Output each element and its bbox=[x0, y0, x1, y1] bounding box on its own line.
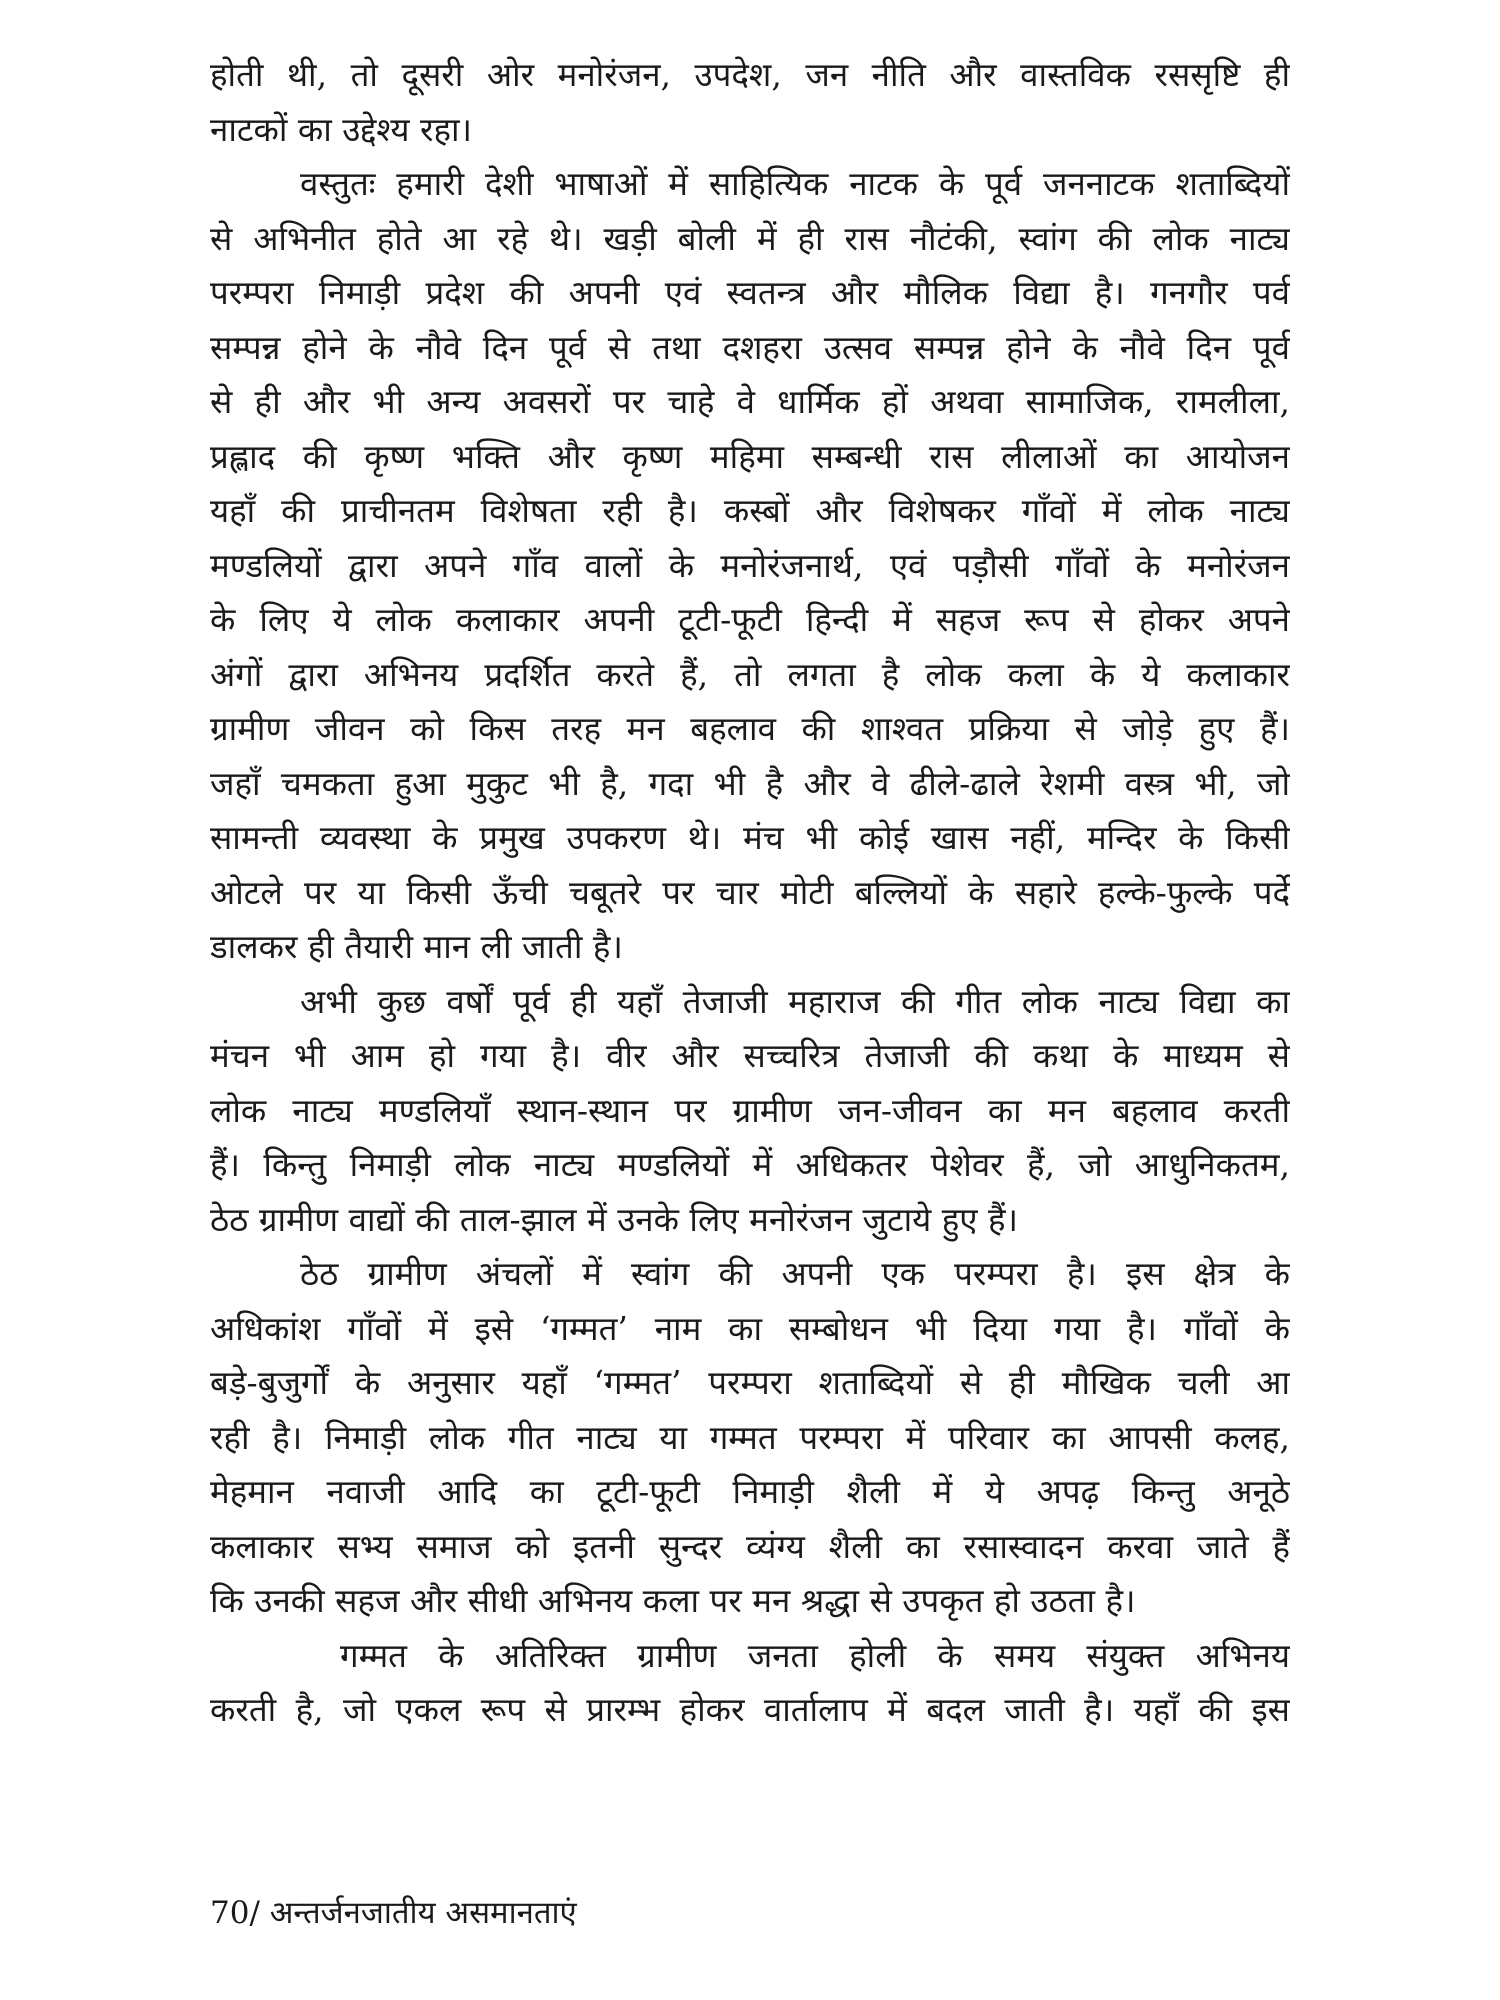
paragraph-start-line: ठेठ ग्रामीण अंचलों में स्वांग की अपनी एक परम्परा है। इस क्षेत्र के bbox=[300, 1254, 1290, 1293]
page-footer: 70/ अन्तर्जनजातीय असमानताएं bbox=[210, 1895, 577, 1931]
text-line: परम्परा निमाड़ी प्रदेश की अपनी एवं स्वतन्त्र और मौलिक विद्या है। गनगौर पर्व bbox=[210, 273, 1290, 312]
text-line: सामन्ती व्यवस्था के प्रमुख उपकरण थे। मंच भी कोई खास नहीं, मन्दिर के किसी bbox=[210, 818, 1290, 857]
text-line: मंचन भी आम हो गया है। वीर और सच्चरित्र तेजाजी की कथा के माध्यम से bbox=[210, 1036, 1290, 1075]
text-line: सम्पन्न होने के नौवे दिन पूर्व से तथा दशहरा उत्सव सम्पन्न होने के नौवे दिन पूर्व bbox=[210, 327, 1290, 367]
text-line: होती थी, तो दूसरी ओर मनोरंजन, उपदेश, जन नीति और वास्तविक रससृष्टि ही bbox=[210, 55, 1290, 94]
text-line: नाटकों का उद्देश्य रहा। bbox=[210, 109, 473, 149]
body-text bbox=[210, 48, 1290, 1738]
text-line: अंगों द्वारा अभिनय प्रदर्शित करते हैं, तो लगता है लोक कला के ये कलाकार bbox=[210, 654, 1290, 694]
text-line: अधिकांश गाँवों में इसे ‘गम्मत’ नाम का सम्बोधन भी दिया गया है। गाँवों के bbox=[210, 1308, 1290, 1348]
text-line: प्रह्लाद की कृष्ण भक्ति और कृष्ण महिमा सम्बन्धी रास लीलाओं का आयोजन bbox=[210, 436, 1290, 476]
text-line: मण्डलियों द्वारा अपने गाँव वालों के मनोरंजनार्थ, एवं पड़ौसी गाँवों के मनोरंजन bbox=[210, 545, 1290, 585]
text-line: लोक नाट्य मण्डलियाँ स्थान-स्थान पर ग्रामीण जन-जीवन का मन बहलाव करती bbox=[210, 1090, 1290, 1130]
paragraph-start-line: अभी कुछ वर्षों पूर्व ही यहाँ तेजाजी महाराज की गीत लोक नाट्य विद्या का bbox=[300, 981, 1290, 1021]
text-line: कलाकार सभ्य समाज को इतनी सुन्दर व्यंग्य शैली का रसास्वादन करवा जाते हैं bbox=[210, 1526, 1290, 1566]
text-line: यहाँ की प्राचीनतम विशेषता रही है। कस्बों और विशेषकर गाँवों में लोक नाट्य bbox=[210, 491, 1290, 530]
text-line: मेहमान नवाजी आदि का टूटी-फूटी निमाड़ी शैली में ये अपढ़ किन्तु अनूठे bbox=[210, 1472, 1290, 1511]
text-line: के लिए ये लोक कलाकार अपनी टूटी-फूटी हिन्दी में सहज रूप से होकर अपने bbox=[210, 600, 1290, 639]
text-line: रही है। निमाड़ी लोक गीत नाट्य या गम्मत परम्परा में परिवार का आपसी कलह, bbox=[210, 1417, 1290, 1457]
paragraph-start-line: वस्तुतः हमारी देशी भाषाओं में साहित्यिक नाटक के पूर्व जननाटक शताब्दियों bbox=[300, 164, 1290, 203]
text-line: हैं। किन्तु निमाड़ी लोक नाट्य मण्डलियों में अधिकतर पेशेवर हैं, जो आधुनिकतम, bbox=[210, 1145, 1290, 1184]
text-line: से ही और भी अन्य अवसरों पर चाहे वे धार्मिक हों अथवा सामाजिक, रामलीला, bbox=[210, 382, 1290, 421]
text-line: बड़े-बुजुर्गों के अनुसार यहाँ ‘गम्मत’ परम्परा शताब्दियों से ही मौखिक चली आ bbox=[210, 1363, 1290, 1402]
text-line: से अभिनीत होते आ रहे थे। खड़ी बोली में ही रास नौटंकी, स्वांग की लोक नाट्य bbox=[210, 218, 1290, 258]
text-line: जहाँ चमकता हुआ मुकुट भी है, गदा भी है और वे ढीले-ढाले रेशमी वस्त्र भी, जो bbox=[210, 763, 1290, 803]
text-line: ठेठ ग्रामीण वाद्यों की ताल-झाल में उनके लिए मनोरंजन जुटाये हुए हैं। bbox=[210, 1199, 1019, 1239]
text-line: करती है, जो एकल रूप से प्रारम्भ होकर वार्तालाप में बदल जाती है। यहाँ की इस bbox=[210, 1690, 1290, 1729]
text-line: ओटले पर या किसी ऊँची चबूतरे पर चार मोटी बल्लियों के सहारे हल्के-फुल्के पर्दे bbox=[210, 872, 1290, 912]
text-line: कि उनकी सहज और सीधी अभिनय कला पर मन श्रद्धा से उपकृत हो उठता है। bbox=[210, 1581, 1136, 1620]
paragraph-start-line: गम्मत के अतिरिक्त ग्रामीण जनता होली के समय संयुक्त अभिनय bbox=[340, 1635, 1290, 1675]
text-line: ग्रामीण जीवन को किस तरह मन बहलाव की शाश्वत प्रक्रिया से जोड़े हुए हैं। bbox=[210, 709, 1290, 748]
text-line: डालकर ही तैयारी मान ली जाती है। bbox=[210, 927, 623, 966]
